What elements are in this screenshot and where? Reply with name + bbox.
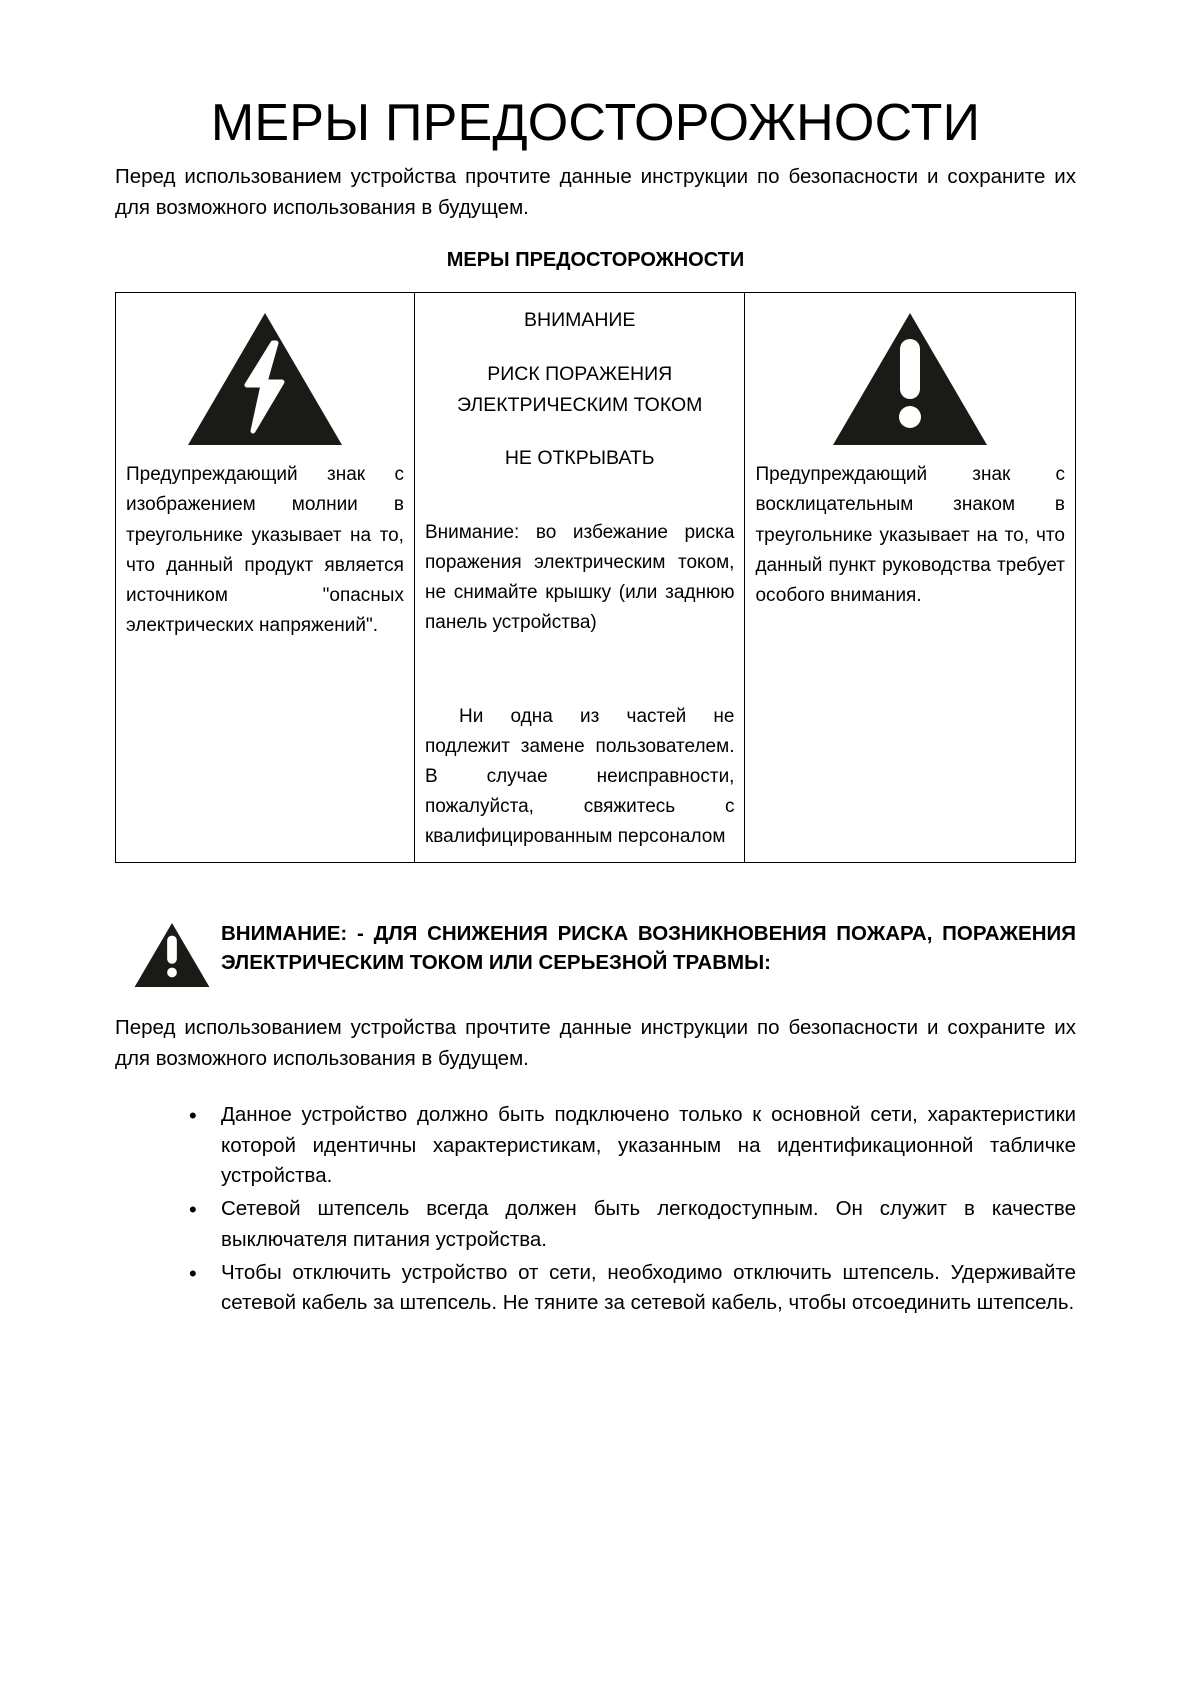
intro-paragraph: Перед использованием устройства прочтите данные инструкции по безопасности и сохраните их для возможного использования в будущем. [115, 165, 1076, 220]
caution-heading-attention: ВНИМАНИЕ [523, 309, 636, 332]
caution-section [115, 919, 1076, 1319]
lightning-bolt-triangle-icon [126, 301, 404, 460]
spacer [425, 474, 735, 518]
caution-body-paragraph: Перед использованием устройства прочтите данные инструкции по безопасности и сохраните их для возможного использования в будущем. [115, 1015, 1076, 1070]
caution-banner-heading [115, 919, 1076, 977]
spacer [425, 638, 735, 682]
spacer [425, 682, 735, 702]
safety-bullet-list [115, 1100, 1076, 1319]
table-cell-caution-text [414, 293, 745, 863]
list-item: • Данное устройство должно быть подключено только к основной сети, характеристики которой идентичны характеристикам, указанным на идентификационной табличке устройства. [183, 1100, 1076, 1192]
caution-headings [425, 301, 735, 474]
caution-paragraph-2: Ни одна из частей не подлежит замене пользователем. В случае неисправности, пожалуйста, свяжитесь с квалифицированным персоналом [424, 706, 735, 848]
table-cell-exclamation [745, 293, 1076, 863]
lightning-cell-text: Предупреждающий знак с изображением молнии в треугольнике указывает на то, что данный продукт является источником "опасных электрических напряжений". [126, 464, 404, 636]
caution-heading-shock: ЭЛЕКТРИЧЕСКИМ ТОКОМ [457, 393, 703, 416]
exclamation-cell-text: Предупреждающий знак с восклицательным знаком в треугольнике указывает на то, что данный пункт руководства требует особого внимания. [755, 464, 1065, 606]
table-cell-lightning [116, 293, 415, 863]
exclamation-triangle-icon [133, 921, 211, 997]
page-title: МЕРЫ ПРЕДОСТОРОЖНОСТИ [210, 94, 981, 152]
exclamation-triangle-icon [755, 301, 1065, 460]
list-item: • Чтобы отключить устройство от сети, необходимо отключить штепсель. Удерживайте сетевой кабель за штепсель. Не тяните за сетевой кабель, чтобы отсоединить штепсель. [183, 1258, 1076, 1320]
warning-table [115, 292, 1076, 863]
caution-heading-do-not-open: НЕ ОТКРЫВАТЬ [504, 447, 655, 470]
list-item: • Сетевой штепсель всегда должен быть легкодоступным. Он служит в качестве выключателя питания устройства. [183, 1194, 1076, 1256]
caution-heading-risk: РИСК ПОРАЖЕНИЯ [487, 362, 673, 385]
section-subtitle: МЕРЫ ПРЕДОСТОРОЖНОСТИ [446, 249, 745, 272]
table-row [116, 293, 1076, 863]
caution-paragraph-1: Внимание: во избежание риска поражения электрическим током, не снимайте крышку (или заднюю панель устройства) [424, 522, 735, 634]
caution-banner-text: ВНИМАНИЕ: - ДЛЯ СНИЖЕНИЯ РИСКА ВОЗНИКНОВЕНИЯ ПОЖАРА, ПОРАЖЕНИЯ ЭЛЕКТРИЧЕСКИМ ТОКОМ ИЛИ СЕРЬЕЗНОЙ ТРАВМЫ: [221, 922, 1076, 975]
